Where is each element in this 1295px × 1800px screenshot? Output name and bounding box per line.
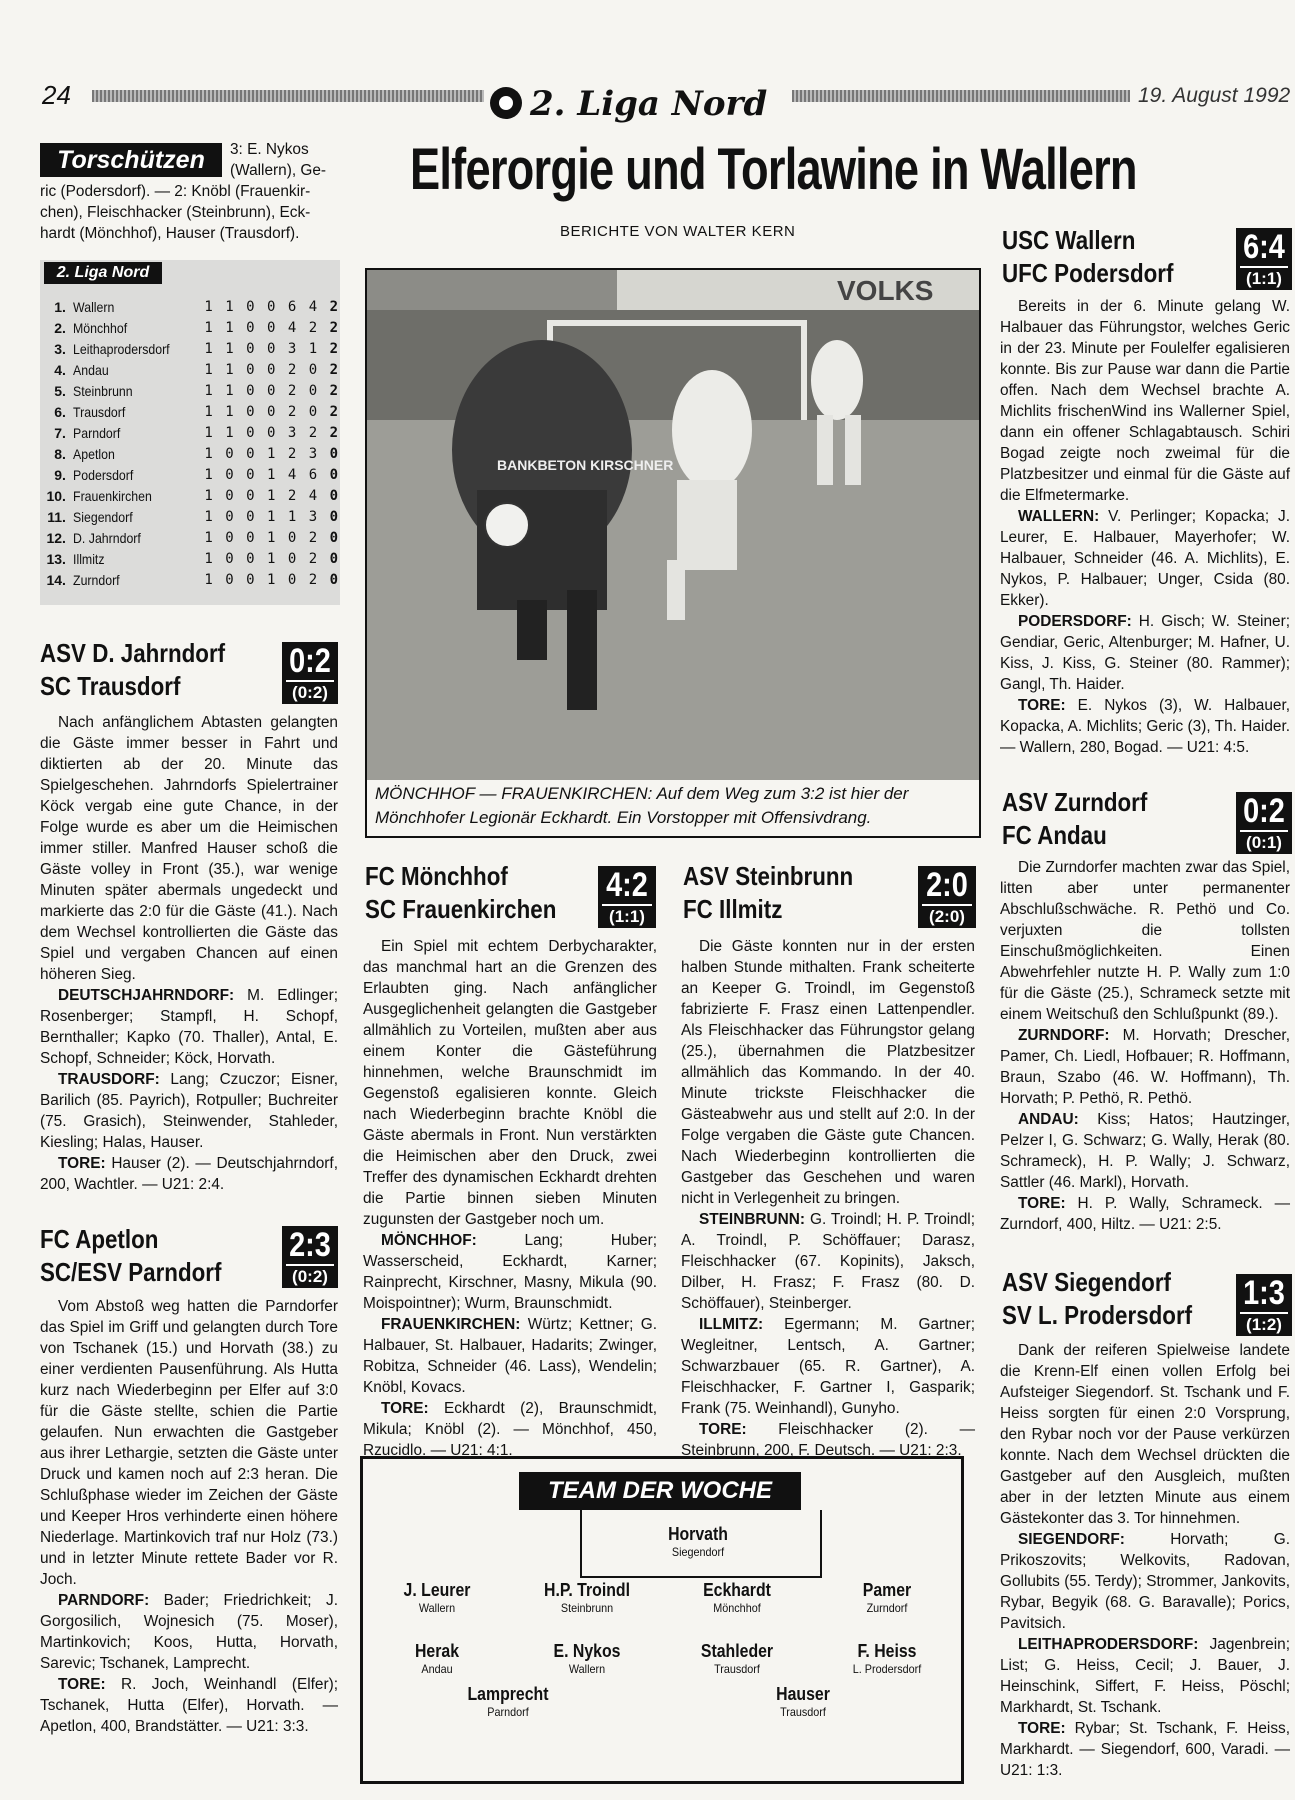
table-record: 1 0 0 1 2 4 — [204, 487, 320, 504]
lineup-label: DEUTSCHJAHRNDORF: — [58, 987, 235, 1004]
table-row — [46, 380, 340, 401]
football-icon — [490, 87, 522, 119]
lineup-names: M. Horvath; Drescher, Pamer, Ch. Liedl, Hofbauer; R. Hoffmann, Braun, Szabo (46. W. Hoffmann), Th. Horvath; P. Pethö, R. Pethö. — [1000, 1027, 1290, 1107]
table-row — [46, 548, 340, 569]
table-position: 4. — [54, 361, 66, 378]
home-team: ASV Steinbrunn — [683, 861, 854, 891]
player-name: Horvath — [668, 1524, 728, 1544]
lineup-names: H. Gisch; W. Steiner; Gendiar, Geric, Altenburger; M. Hafner, U. Kiss, J. Kiss, G. Steiner (80. Rammer); Gangl, Th. Haider. — [1000, 613, 1290, 693]
goals-label: TORE: — [699, 1421, 747, 1438]
away-team: FC Andau — [1002, 820, 1107, 850]
byline: BERICHTE VON WALTER KERN — [560, 223, 796, 240]
table-stats — [204, 488, 340, 504]
table-team: Steinbrunn — [72, 382, 133, 399]
player — [357, 1580, 517, 1615]
goals-text: Fleischhacker (2). — Steinbrunn, 200, F. Deutsch. — U21: 2:3. — [681, 1421, 975, 1459]
table-points: 0 — [329, 571, 340, 588]
table-team: Zurndorf — [72, 571, 120, 588]
lineup-names: V. Perlinger; Kopacka; J. Leurer, E. Halbauer, Mayerhofer; W. Halbauer, Schneider (46. A. Michlits), E. Nykos, P. Halbauer; Unger, Csida (80. Ekker). — [1000, 508, 1291, 609]
banner-text: VOLKS — [837, 275, 934, 306]
table-stats — [204, 446, 340, 462]
table-position: 7. — [54, 424, 66, 441]
table-position: 2. — [54, 319, 66, 336]
torschuetzen-label: Torschützen — [40, 143, 222, 177]
table-team: Siegendorf — [72, 508, 133, 525]
table-points: 2 — [329, 361, 340, 378]
table-stats — [204, 530, 340, 546]
table-record: 1 1 0 0 3 2 — [204, 424, 320, 441]
home-team: ASV Zurndorf — [1002, 787, 1148, 817]
page-number: 24 — [42, 80, 71, 110]
table-row — [46, 464, 340, 485]
player — [657, 1641, 817, 1676]
report-text: Nach anfänglichem Abtasten gelangten die Gäste immer besser in Fahrt und diktierten ab der 20. Minute das Spielgeschehen. Jahrndorfs Spielertrainer Köck vergab eine gute Chance, in der Folge wurde es aber um die Heimischen immer stiller. Manfred Hauser schoß die Gäste volley in Front (35.), war wenige Minuten später abermals ungedeckt und markierte das 2:0 für die Gäste (41.). Nach dem Wechsel kontrollierten die Gäste das Spiel und vergaben Chancen auf einen höheren Sieg. — [40, 714, 338, 983]
goals-text: Hauser (2). — Deutschjahrndorf, 200, Wachtler. — U21: 2:4. — [40, 1155, 338, 1193]
match7-score — [1236, 1274, 1292, 1336]
table-position: 14. — [46, 571, 66, 588]
player-name: Pamer — [862, 1580, 912, 1600]
table-position: 8. — [54, 445, 66, 462]
league-table — [46, 296, 340, 590]
player-name: Eckhardt — [703, 1580, 771, 1600]
lineup-away — [681, 1314, 975, 1419]
table-record: 1 0 0 1 0 2 — [204, 529, 320, 546]
halftime-score: (0:2) — [286, 1264, 334, 1288]
lineup-label: PODERSDORF: — [1018, 613, 1132, 630]
table-points: 2 — [329, 424, 340, 441]
table-team: Podersdorf — [72, 466, 134, 483]
lineup-home — [1000, 1025, 1290, 1109]
lineup-label: PARNDORF: — [58, 1592, 150, 1609]
halftime-score: (1:1) — [602, 904, 652, 928]
halftime-score: (0:1) — [1240, 830, 1288, 854]
player-name: Hauser — [776, 1684, 830, 1704]
table-stats — [204, 404, 340, 420]
lineup-label: MÖNCHHOF: — [381, 1232, 477, 1249]
lineup-away — [363, 1314, 657, 1398]
player-club: Wallern — [568, 1662, 606, 1676]
lineup-home — [40, 1590, 338, 1674]
lineup-label: LEITHAPRODERSDORF: — [1018, 1636, 1199, 1653]
table-record: 1 0 0 1 0 2 — [204, 550, 320, 567]
table-row — [46, 569, 340, 590]
shirt-sponsor: BANKBETON KIRSCHNER — [497, 457, 674, 473]
final-score: 2:3 — [289, 1226, 331, 1264]
lineup-names: M. Edlinger; Rosenberger; Stampfl, H. Schopf, Bernthaller; Kapko (70. Thaller), Antal, E. Schopf, Schneider; Köck, Horvath. — [40, 987, 338, 1067]
final-score: 4:2 — [606, 866, 648, 904]
player — [428, 1684, 588, 1719]
player-club: Trausdorf — [780, 1705, 826, 1719]
match3-teams — [365, 860, 556, 926]
player-club: Parndorf — [487, 1705, 529, 1719]
table-stats — [204, 509, 340, 525]
goals — [681, 1419, 975, 1461]
player-club: Trausdorf — [714, 1662, 760, 1676]
table-position: 5. — [54, 382, 66, 399]
lineup-label: WALLERN: — [1018, 508, 1100, 525]
table-team: Parndorf — [72, 424, 121, 441]
table-record: 1 1 0 0 6 4 — [204, 298, 320, 315]
goals-label: TORE: — [1018, 697, 1066, 714]
table-team: Mönchhof — [72, 319, 128, 336]
section-title: 2. Liga Nord — [530, 84, 768, 124]
player-name: Stahleder — [700, 1641, 774, 1661]
lineup-away — [1000, 1634, 1290, 1718]
match6-teams — [1002, 786, 1147, 852]
player-name: E. Nykos — [553, 1641, 621, 1661]
home-team: FC Mönchhof — [365, 861, 508, 891]
lineup-home — [363, 1230, 657, 1314]
league-table-label: 2. Liga Nord — [44, 262, 162, 284]
match4-teams — [683, 860, 853, 926]
match5-score — [1236, 228, 1292, 290]
table-points: 0 — [329, 550, 340, 567]
goals — [1000, 1193, 1290, 1235]
report-text: Die Gäste konnten nur in der ersten halben Stunde mithalten. Frank scheiterte an Keeper G. Troindl, im Gegenstoß fabrizierte F. Frasz einen Lattenpendler. Als Fleischhacker das Führungstor gelang (25.), übernahmen die Platzbesitzer allmählich das Kommando. In der 40. Minute trickste Fleischhacker die Gästeabwehr aus und stellt auf 2:0. In der Folge vergaben die Gäste gute Chancen. Nach Wiederbeginn kontrollierten die Gastgeber das Geschehen und waren nicht in Verlegenheit zu bringen. — [681, 938, 975, 1207]
match6-report — [1000, 857, 1290, 1235]
home-team: USC Wallern — [1002, 225, 1136, 255]
lineup-label: ANDAU: — [1018, 1111, 1079, 1128]
table-stats — [204, 383, 340, 399]
match7-teams — [1002, 1266, 1192, 1332]
table-team: Illmitz — [72, 550, 105, 567]
table-row — [46, 506, 340, 527]
match2-teams — [40, 1223, 221, 1289]
goals — [40, 1153, 338, 1195]
player-club: Zurndorf — [866, 1601, 908, 1615]
section-logo — [490, 84, 767, 124]
home-team: ASV Siegendorf — [1002, 1267, 1171, 1297]
player-club: L. Prodersdorf — [852, 1662, 922, 1676]
away-team: SC/ESV Parndorf — [40, 1257, 222, 1287]
issue-date: 19. August 1992 — [1138, 84, 1291, 107]
lineup-names: G. Troindl; H. P. Troindl; A. Troindl, P. Schöffauer; Darasz, Fleischhacker (67. Kopinits), Jaksch, Dilber, H. Frasz; F. Frasz (80. D. Schöffauer), Steinberger. — [681, 1211, 975, 1312]
home-team: FC Apetlon — [40, 1224, 159, 1254]
lineup-label: STEINBRUNN: — [699, 1211, 806, 1228]
table-row — [46, 401, 340, 422]
scorer-line: 3: E. Nykos — [230, 141, 309, 158]
final-score: 2:0 — [926, 866, 968, 904]
goals-text: R. Joch, Weinhandl (Elfer); Tschanek, Hutta (Elfer), Horvath. — Apetlon, 400, Brandstätter. — U21: 3:3. — [40, 1676, 338, 1735]
player — [507, 1641, 667, 1676]
player — [723, 1684, 883, 1719]
table-record: 1 1 0 0 2 0 — [204, 403, 320, 420]
final-score: 6:4 — [1243, 228, 1285, 266]
table-record: 1 0 0 1 2 3 — [204, 445, 320, 462]
player-club: Steinbrunn — [560, 1601, 614, 1615]
match1-score — [282, 642, 338, 704]
match2-report — [40, 1296, 338, 1737]
match1-teams — [40, 637, 225, 703]
player-name: Herak — [414, 1641, 460, 1661]
match-photo — [365, 268, 981, 784]
match1-report — [40, 712, 338, 1195]
goals-label: TORE: — [1018, 1720, 1066, 1737]
scorer-line: (Wallern), Ge- — [230, 162, 327, 179]
table-points: 2 — [329, 340, 340, 357]
table-row — [46, 485, 340, 506]
goals — [1000, 1718, 1290, 1781]
table-record: 1 1 0 0 4 2 — [204, 319, 320, 336]
goals-label: TORE: — [58, 1155, 106, 1172]
match4-report — [681, 936, 975, 1461]
table-points: 0 — [329, 445, 340, 462]
player-name: H.P. Troindl — [544, 1580, 630, 1600]
lineup-home — [1000, 1529, 1290, 1634]
table-points: 0 — [329, 466, 340, 483]
table-record: 1 0 0 1 1 3 — [204, 508, 320, 525]
table-stats — [204, 425, 340, 441]
halftime-score: (0:2) — [286, 680, 334, 704]
player — [357, 1641, 517, 1676]
lineup-label: FRAUENKIRCHEN: — [381, 1316, 521, 1333]
table-team: Frauenkirchen — [72, 487, 152, 504]
table-stats — [204, 551, 340, 567]
table-record: 1 0 0 1 0 2 — [204, 571, 320, 588]
player — [657, 1580, 817, 1615]
halftime-score: (1:1) — [1240, 266, 1288, 290]
table-stats — [204, 362, 340, 378]
lineup-label: ILLMITZ: — [699, 1316, 764, 1333]
goals-label: TORE: — [58, 1676, 106, 1693]
lineup-names: Bader; Friedrichkeit; J. Gorgosilich, Wojnesich (75. Moser), Martinkovich; Koos, Hutta, Horvath, Sarevic; Tschanek, Lamprecht. — [40, 1592, 338, 1672]
player — [807, 1641, 967, 1676]
header-rule-right — [792, 90, 1130, 102]
table-team: Trausdorf — [72, 403, 126, 420]
player-club: Mönchhof — [713, 1601, 761, 1615]
torschuetzen-text — [40, 139, 340, 244]
lineup-label: SIEGENDORF: — [1018, 1531, 1125, 1548]
goals-text: Eckhardt (2), Braunschmidt, Mikula; Knöbl (2). — Mönchhof, 450, Rzucidlo. — U21: 4:1. — [363, 1400, 657, 1459]
table-points: 2 — [329, 298, 340, 315]
away-team: UFC Podersdorf — [1002, 258, 1174, 288]
goals-label: TORE: — [1018, 1195, 1066, 1212]
report-text: Dank der reiferen Spielweise landete die Krenn-Elf einen vollen Erfolg bei Aufsteiger Siegendorf. St. Tschank und F. Heiss sorgten für einen 2:0 Vorsprung, den Rybar noch vor der Pause verkürzen konnte. Nach dem Wechsel drückten die Gastgeber auf den Ausgleich, mußten aber in der letzten Minute aus einem Gästekonter das 3. Tor hinnehmen. — [1000, 1342, 1290, 1527]
player-name: J. Leurer — [403, 1580, 471, 1600]
table-points: 2 — [329, 403, 340, 420]
lineup-home — [40, 985, 338, 1069]
table-points: 2 — [329, 382, 340, 399]
table-row — [46, 338, 340, 359]
lineup-names: Horvath; G. Prikoszovits; Welkovits, Radovan, Gollubits (55. Terdy); Strommer, Jankovits, Rybar, Begyik (68. G. Baravalle); Porics, Pavitsich. — [1000, 1531, 1290, 1632]
lineup-label: TRAUSDORF: — [58, 1071, 160, 1088]
table-stats — [204, 299, 340, 315]
lineup-names: Würtz; Kettner; G. Halbauer, St. Halbauer, Hadarits; Zwinger, Robitza, Schneider (46. Lass), Wendelin; Knöbl, Kovacs. — [363, 1316, 657, 1396]
table-stats — [204, 320, 340, 336]
table-team: Andau — [72, 361, 109, 378]
table-position: 6. — [54, 403, 66, 420]
player-name: Lamprecht — [467, 1684, 549, 1704]
lineup-away — [1000, 1109, 1290, 1193]
table-points: 0 — [329, 508, 340, 525]
player-name: F. Heiss — [857, 1641, 917, 1661]
team-of-the-week-title: TEAM DER WOCHE — [519, 1472, 801, 1510]
table-team: Leithaprodersdorf — [72, 340, 170, 357]
match5-report — [1000, 296, 1290, 758]
table-position: 9. — [54, 466, 66, 483]
goals-text: H. P. Wally, Schrameck. — Zurndorf, 400, Hiltz. — U21: 2:5. — [1000, 1195, 1291, 1233]
table-team: Apetlon — [72, 445, 115, 462]
table-position: 3. — [54, 340, 66, 357]
table-record: 1 1 0 0 2 0 — [204, 382, 320, 399]
table-row — [46, 443, 340, 464]
scorer-line: ric (Podersdorf). — 2: Knöbl (Frauenkir- — [40, 183, 311, 200]
halftime-score: (1:2) — [1240, 1312, 1288, 1336]
goals-text: Rybar; St. Tschank, F. Heiss, Markhardt. — Siegendorf, 600, Varadi. — U21: 1:3. — [1000, 1720, 1290, 1779]
lineup-names: Kiss; Hatos; Hautzinger, Pelzer I, G. Schwarz; G. Wally, Herak (80. Schrameck), H. P. Wally; J. Schwarz, Sattler (46. Markl), Horvath. — [1000, 1111, 1290, 1191]
player — [584, 1524, 812, 1559]
match6-score — [1236, 792, 1292, 854]
player-club: Andau — [421, 1662, 453, 1676]
home-team: ASV D. Jahrndorf — [40, 638, 226, 668]
lineup-home — [681, 1209, 975, 1314]
match7-report — [1000, 1340, 1290, 1781]
table-row — [46, 317, 340, 338]
halftime-score: (2:0) — [922, 904, 972, 928]
table-record: 1 1 0 0 3 1 — [204, 340, 320, 357]
lineup-away — [1000, 611, 1290, 695]
table-points: 2 — [329, 319, 340, 336]
table-row — [46, 527, 340, 548]
table-team: Wallern — [72, 298, 115, 315]
player-club: Wallern — [418, 1601, 456, 1615]
photo-caption: MÖNCHHOF — FRAUENKIRCHEN: Auf dem Weg zum 3:2 ist hier der Mönchhofer Legionär Eckhardt. Ein Vorstopper mit Offensivdrang. — [365, 780, 981, 838]
table-position: 12. — [46, 529, 66, 546]
table-row — [46, 359, 340, 380]
match3-score — [598, 866, 656, 928]
final-score: 0:2 — [289, 642, 331, 680]
table-row — [46, 296, 340, 317]
lineup-names: Egermann; M. Gartner; Wegleitner, Lentsch, A. Gartner; Schwarzbauer (65. R. Gartner), A. Fleischhacker, F. Gartner I, Gasparik; Frank (75. Weinhandl), Gunyho. — [681, 1316, 975, 1417]
player — [807, 1580, 967, 1615]
match2-score — [282, 1226, 338, 1288]
final-score: 1:3 — [1243, 1274, 1285, 1312]
table-team: D. Jahrndorf — [72, 529, 141, 546]
table-stats — [204, 341, 340, 357]
table-record: 1 1 0 0 2 0 — [204, 361, 320, 378]
away-team: SC Trausdorf — [40, 671, 181, 701]
report-text: Ein Spiel mit echtem Derbycharakter, das manchmal hart an die Grenzen des Erlaubten ging. Nach anfänglicher Ausgeglichenheit gelangten die Gastgeber allmählich zu Vorteilen, mußten aber aus einem Konter die Gästeführung hinnehmen, welche Braunschmidt im Gegenstoß egalisieren konnte. Gleich nach Wiederbeginn brachte Knöbl die Gäste abermals in Front. Nun verstärkten die Heimischen aber den Druck, zwei Treffer des dynamischen Eckhardt drehten die Partie binnen sieben Minuten zugunsten der Gastgeber noch um. — [363, 938, 657, 1228]
away-team: FC Illmitz — [683, 894, 783, 924]
main-headline: Elferorgie und Torlawine in Wallern — [410, 137, 1137, 202]
player-club: Siegendorf — [671, 1545, 725, 1559]
lineup-away — [40, 1069, 338, 1153]
goals — [363, 1398, 657, 1461]
match3-report — [363, 936, 657, 1461]
table-position: 1. — [54, 298, 66, 315]
football-action-photo — [367, 270, 979, 782]
lineup-names: Lang; Czuczor; Eisner, Barilich (85. Payrich), Rotpuller; Buchreiter (75. Grasich), Steinwender, Stahleder, Kiesling; Halas, Hauser. — [40, 1071, 338, 1151]
goals-text: E. Nykos (3), W. Halbauer, Kopacka, A. Michlits; Geric (3), Th. Haider. — Wallern, 280, Bogad. — U21: 4:5. — [1000, 697, 1291, 756]
goals-label: TORE: — [381, 1400, 429, 1417]
report-text: Die Zurndorfer machten zwar das Spiel, litten aber unter permanenter Abschlußschwäche. R. Pethö und Co. verjuxten die tollsten Einschußmöglichkeiten. Einen Abwehrfehler nutzte H. P. Wally zum 1:0 für die Gäste (25.), Schrameck setzte mit einem Weitschuß den Schlußpunkt (89.). — [1000, 859, 1290, 1023]
away-team: SC Frauenkirchen — [365, 894, 557, 924]
table-points: 0 — [329, 487, 340, 504]
lineup-label: ZURNDORF: — [1018, 1027, 1110, 1044]
table-position: 11. — [47, 508, 66, 525]
table-points: 0 — [329, 529, 340, 546]
table-position: 13. — [46, 550, 66, 567]
scorer-line: chen), Fleischhacker (Steinbrunn), Eck- — [40, 204, 311, 221]
match5-teams — [1002, 224, 1173, 290]
table-stats — [204, 572, 340, 588]
match4-score — [918, 866, 976, 928]
report-text: Vom Abstoß weg hatten die Parndorfer das Spiel im Griff und gelangten durch Tore von Tschanek (15.) und Horvath (38.) zu einer verdienten Pausenführung. Als Hutta kurz nach Wiederbeginn per Elfer auf 3:0 für die Gäste stellte, schien die Partie gelaufen. Nun erwachten die Gastgeber aus ihrer Lethargie, setzten die Gäste unter Druck und kamen noch auf 2:3 heran. Die Schlußphase wieder im Zeichen der Gäste und Keeper Hros verhinderte einen höhere Niederlage. Martinkovich traf nur Holz (73.) und in letzter Minute rettete Bader vor R. Joch. — [40, 1298, 338, 1588]
lineup-names: Lang; Huber; Wasserscheid, Eckhardt, Karner; Rainprecht, Kirschner, Masny, Mikula (90. Moispointner); Wurm, Braunschmidt. — [363, 1232, 657, 1312]
table-record: 1 0 0 1 4 6 — [204, 466, 320, 483]
away-team: SV L. Prodersdorf — [1002, 1300, 1193, 1330]
player — [507, 1580, 667, 1615]
scorer-line: hardt (Mönchhof), Hauser (Trausdorf). — [40, 225, 300, 242]
lineup-names: Jagenbrein; List; G. Heiss, Cecil; J. Bauer, J. Heinschink, Siffert, F. Heiss, Pöschl; Markhardt, St. Tschank. — [1000, 1636, 1290, 1716]
table-position: 10. — [46, 487, 66, 504]
lineup-home — [1000, 506, 1290, 611]
report-text: Bereits in der 6. Minute gelang W. Halbauer das Führungstor, welches Geric in der 23. Minute per Foulelfer egalisieren konnte. Bis zur Pause war dann die Partie offen. Nach dem Wechsel brachte A. Michlits frischenWind ins Wallerner Spiel, dann ein offener Schlagabtausch. Schiri Bogad zeigte noch zweimal für die Platzbesitzer und einmal für die Gäste auf die Elfmetermarke. — [1000, 298, 1290, 504]
table-row — [46, 422, 340, 443]
goals — [1000, 695, 1290, 758]
final-score: 0:2 — [1243, 792, 1285, 830]
header-rule-left — [92, 90, 484, 102]
table-stats — [204, 467, 340, 483]
goals — [40, 1674, 338, 1737]
